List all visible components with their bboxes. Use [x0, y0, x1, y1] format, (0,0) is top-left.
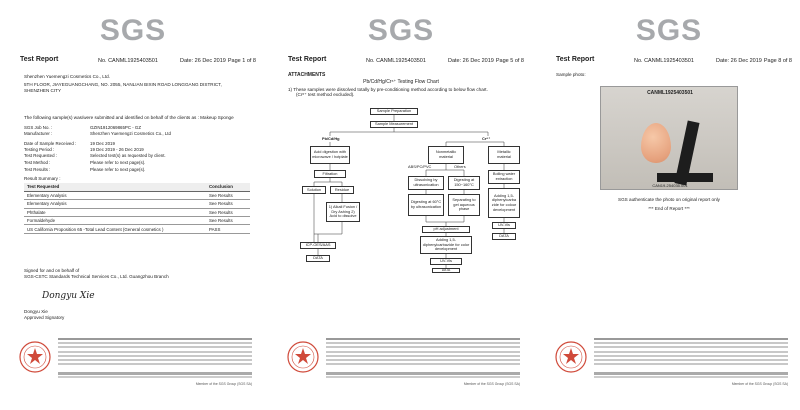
- field-date-received: Date of Sample Received : 19 Dec 2019: [24, 141, 115, 146]
- footer-address-cn: [326, 376, 520, 378]
- flow-dissolving: Dissolving by ultrasonication: [408, 176, 444, 190]
- page-number: Page 5 of 8: [495, 58, 524, 64]
- cma-seal-icon: [554, 340, 588, 374]
- footer-fineprint: [58, 338, 252, 367]
- flow-adding-diphenylcarbazide: Adding 1,5-diphenylcarbazide for color development: [420, 236, 472, 254]
- photo-ruler-base: [657, 173, 713, 182]
- flow-sample-measurement: Sample Measurement: [370, 121, 418, 128]
- report-date: Date: 26 Dec 2019: [448, 58, 494, 64]
- report-title: Test Report: [20, 56, 59, 63]
- sample-photo-label: Sample photo:: [556, 72, 586, 77]
- flow-icp-oes: ICP-OES/AAS: [300, 242, 336, 249]
- field-test-requested: Test Requested : Selected test(s) as requested by client.: [24, 153, 166, 158]
- field-manufacturer: Manufacturer : Shenzhen Yuemengzi Cosmetics Co., Ltd: [24, 131, 171, 136]
- footer-address: [326, 372, 520, 375]
- result-summary-table: [24, 183, 250, 234]
- flow-separating: Separating to get aqueous phase: [448, 194, 480, 216]
- footer-address-cn: [594, 376, 788, 378]
- page-number: Page 1 of 8: [227, 58, 256, 64]
- flow-data-2: DATA: [432, 268, 460, 273]
- flow-acid-digestion: Acid digestion with microwave / hotplate: [310, 146, 350, 164]
- page-footer: [286, 336, 522, 388]
- report-date: Date: 26 Dec 2019: [716, 58, 762, 64]
- signed-company: SGS-CSTC Standards Technical Services Co., Ltd. Guangzhou Branch: [24, 274, 169, 279]
- flow-others-label: Others: [454, 164, 466, 169]
- flow-uv-vis-2: UV-Vis: [492, 222, 516, 229]
- report-number: No. CANML1925403501: [366, 58, 426, 64]
- table-header-row: [24, 183, 250, 191]
- client-address-line1: 5TH FLOOR, JIAYEGUANGCHANG, NO. 2055, NANLIAN BIXIN ROAD LONGGANG DISTRICT,: [24, 82, 222, 87]
- page-header: [556, 56, 792, 68]
- flow-note-2: (Cr⁶⁺ test method excluded).: [296, 92, 355, 97]
- field-test-method: Test Method : Please refer to next page(s).: [24, 160, 146, 165]
- report-date: Date: 26 Dec 2019: [180, 58, 226, 64]
- makeup-sponge-image: [641, 123, 671, 163]
- sgs-logo: SGS: [635, 14, 703, 47]
- flow-abs-label: ABS/PC/PVC: [408, 164, 432, 169]
- result-summary-label: Result Summary :: [24, 176, 61, 181]
- table-row: Formaldehyde See Results: [24, 217, 250, 225]
- table-row: US California Proposition 65 -Total Lead Content (General cosmetics ) PASS: [24, 225, 250, 233]
- page-number: Page 8 of 8: [763, 58, 792, 64]
- sgs-logo: SGS: [367, 14, 435, 47]
- sample-intro: The following sample(s) was/were submitted and identified on behalf of the clients as : Makeup Sponge: [24, 115, 234, 120]
- flow-cr6-label: Cr⁶⁺: [482, 136, 491, 141]
- signed-on-behalf: Signed for and on behalf of: [24, 268, 80, 273]
- attachments-heading: ATTACHMENTS: [288, 72, 326, 78]
- flow-boiling-water: Boiling water extraction: [488, 170, 520, 184]
- flow-chart-title: Pb/Cd/Hg/Cr⁶⁺ Testing Flow Chart: [363, 79, 439, 85]
- footer-address: [594, 372, 788, 375]
- flow-uv-vis-1: UV-Vis: [430, 258, 462, 265]
- table-row: Elementary Analysis See Results: [24, 200, 250, 208]
- page-footer: [554, 336, 790, 388]
- report-title: Test Report: [288, 56, 327, 63]
- report-number: No. CANML1925403501: [634, 58, 694, 64]
- report-page-1: [2, 0, 264, 410]
- flow-ph-adjustment: pH adjustment: [422, 226, 470, 233]
- footer-group: Member of the SGS Group (SGS SA): [195, 382, 252, 386]
- table-row: Phthalate See Results: [24, 208, 250, 216]
- client-address-line2: SHENZHEN CITY: [24, 88, 62, 93]
- page-header: [20, 56, 256, 68]
- col-conclusion: Conclusion: [206, 183, 250, 191]
- sample-photo: [600, 86, 738, 190]
- photo-caption: CAN19-254035.001: [652, 183, 688, 188]
- cma-seal-icon: [18, 340, 52, 374]
- field-testing-period: Testing Period : 19 Dec 2019 - 26 Dec 2019: [24, 147, 144, 152]
- end-of-report: *** End of Report ***: [648, 206, 690, 211]
- handwritten-signature: Dongyu Xie: [42, 291, 95, 301]
- flow-metallic: Metallic material: [488, 146, 520, 164]
- flow-residue: Residue: [330, 186, 354, 194]
- flow-filtration: Filtration: [314, 170, 346, 178]
- flow-solution: Solution: [302, 186, 326, 194]
- footer-group: Member of the SGS Group (SGS SA): [731, 382, 788, 386]
- report-page-8: [538, 0, 800, 410]
- flow-nonmetallic: Nonmetallic material: [428, 146, 464, 164]
- signer-name: Dongyu Xie: [24, 309, 48, 314]
- footer-address: [58, 372, 252, 375]
- photo-sample-number: CANML1925403501: [647, 90, 693, 96]
- flow-adding-diphenylcarbazide-2: Adding 1,5-diphenylcarba zide for colour development: [488, 188, 520, 218]
- flow-digesting-150: Digesting at 150~160°C: [448, 176, 480, 190]
- report-page-5: [270, 0, 532, 410]
- flow-sample-preparation: Sample Preparation: [370, 108, 418, 115]
- flow-data-1: DATA: [306, 255, 330, 262]
- table-row: Elementary Analysis See Results: [24, 191, 250, 199]
- footer-fineprint: [594, 338, 788, 367]
- field-job-no: SGS Job No. : GZIN1912069865PC - GZ: [24, 125, 142, 130]
- flow-alkali-fusion: 1) Alkali Fusion / Dry Ashing 2) Acid to dissolve: [326, 202, 360, 222]
- sgs-logo: SGS: [99, 14, 167, 47]
- flow-digesting-60: Digesting at 60°C by ultrasonication: [408, 194, 444, 216]
- col-test-requested: Test Requested: [24, 183, 206, 191]
- flow-pbcdhg-label: Pb/Cd/Hg: [322, 136, 340, 141]
- client-name: Shenzhen Yuemengzi Cosmetics Co., Ltd.: [24, 74, 110, 79]
- footer-group: Member of the SGS Group (SGS SA): [463, 382, 520, 386]
- cma-seal-icon: [286, 340, 320, 374]
- page-footer: [18, 336, 254, 388]
- photo-authentication-note: SGS authenticate the photo on original report only: [618, 197, 720, 202]
- report-number: No. CANML1925403501: [98, 58, 158, 64]
- page-header: [288, 56, 524, 68]
- report-title: Test Report: [556, 56, 595, 63]
- field-test-results: Test Results : Please refer to next page(s).: [24, 167, 146, 172]
- footer-address-cn: [58, 376, 252, 378]
- testing-flow-chart: [286, 108, 522, 273]
- flow-data-3: DATA: [492, 233, 516, 240]
- signer-title: Approved Signatory: [24, 315, 65, 320]
- footer-fineprint: [326, 338, 520, 367]
- flow-note-1: 1) These samples were dissolved totally by pre-conditioning method according to below flow chart.: [288, 87, 488, 92]
